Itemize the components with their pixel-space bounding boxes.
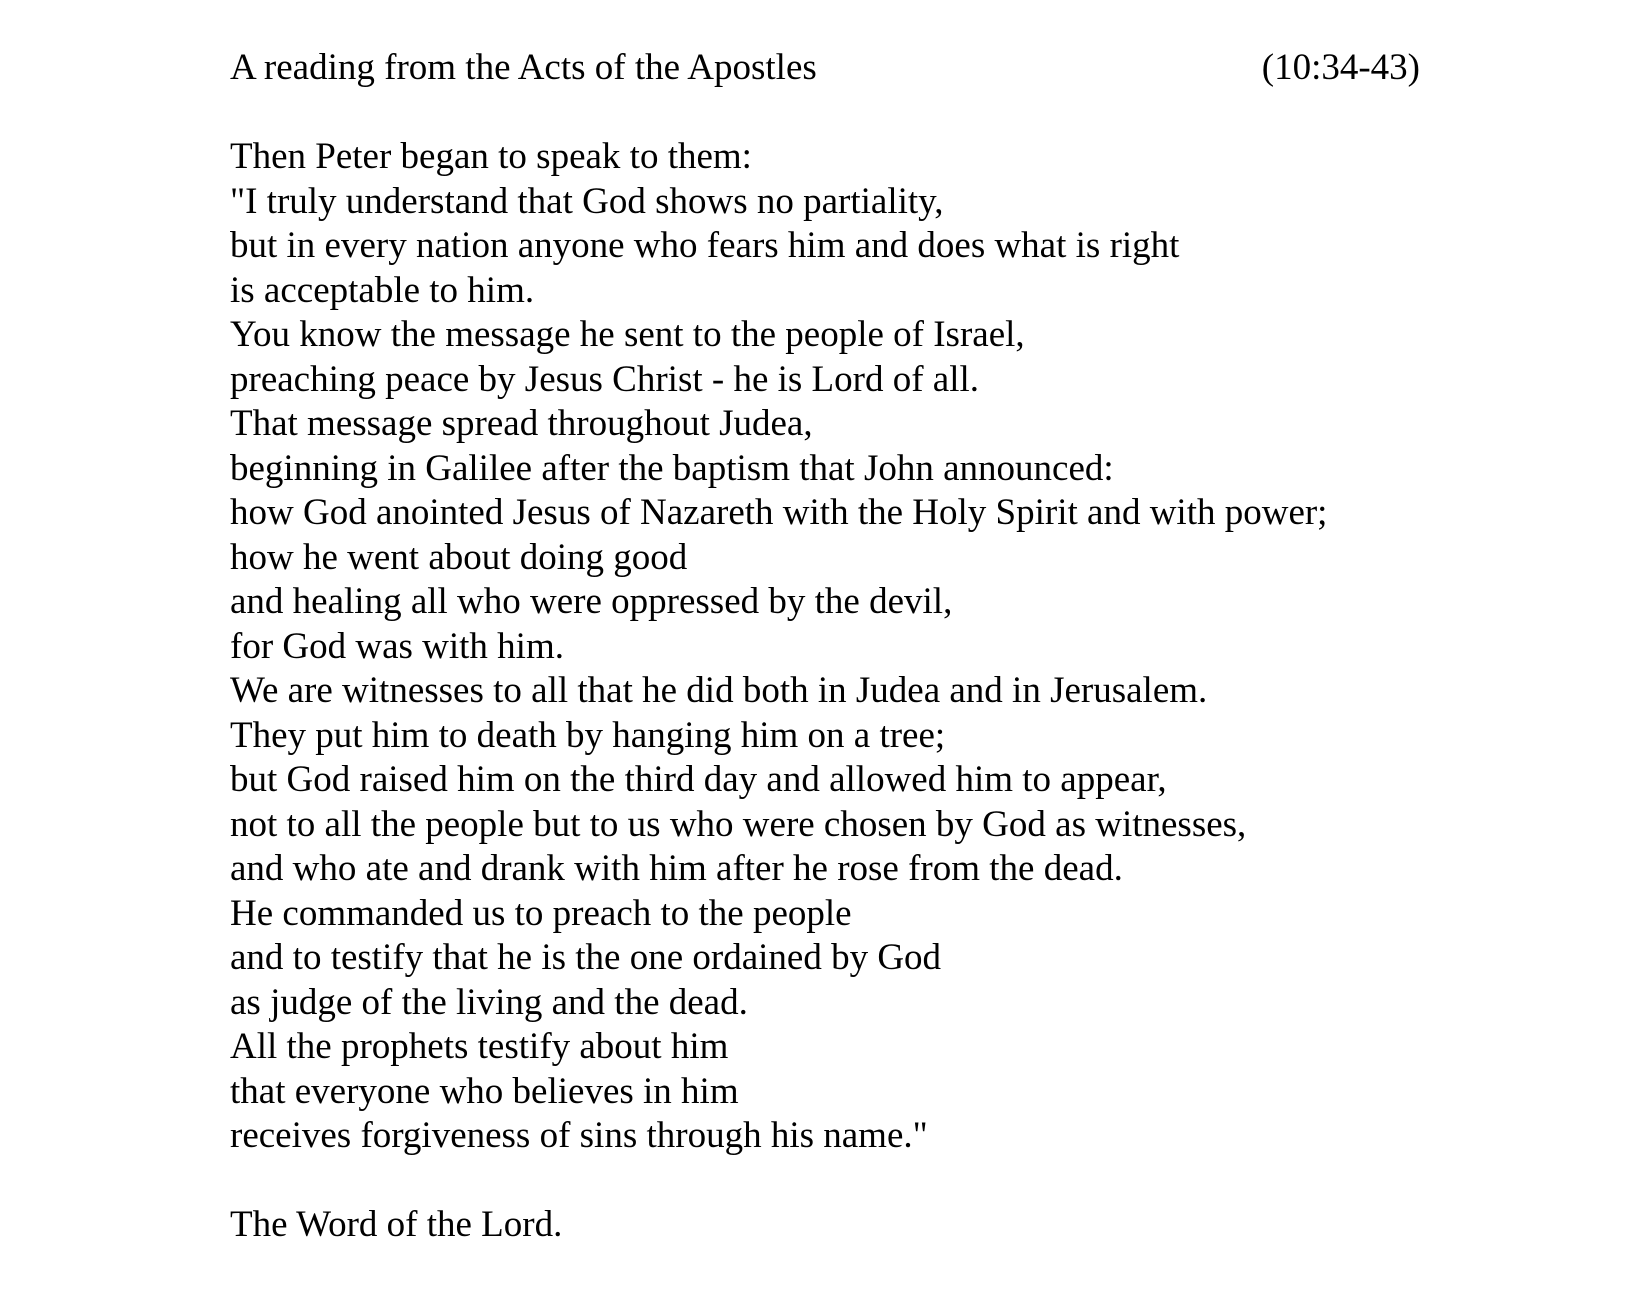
reading-line: He commanded us to preach to the people	[230, 892, 852, 934]
spacer	[230, 1159, 1636, 1204]
spacer	[230, 91, 1636, 136]
reading-line: and to testify that he is the one ordained by God	[230, 937, 942, 978]
scripture-reference: (10:34-43)	[1261, 47, 1420, 88]
reading-line: beginning in Galilee after the baptism that John announced:	[230, 447, 1114, 489]
reading-line: and who ate and drank with him after he rose from the dead.	[230, 848, 1123, 889]
reading-line: preaching peace by Jesus Christ - he is Lord of all.	[230, 358, 980, 400]
reading-line: for God was with him.	[230, 625, 564, 667]
reading-line: All the prophets testify about him	[230, 1026, 729, 1067]
reading-line: and healing all who were oppressed by the devil,	[230, 581, 953, 622]
reading-line: Then Peter began to speak to them:	[230, 136, 752, 177]
reading-line: You know the message he sent to the people of Israel,	[230, 314, 1025, 355]
reading-line: as judge of the living and the dead.	[230, 981, 748, 1023]
reading-line: receives forgiveness of sins through his name."	[230, 1115, 928, 1156]
reading-line: how God anointed Jesus of Nazareth with the Holy Spirit and with power;	[230, 492, 1328, 533]
reading-line: that everyone who believes in him	[230, 1070, 739, 1112]
reading-line: "I truly understand that God shows no partiality,	[230, 180, 944, 222]
reading-line: how he went about doing good	[230, 536, 688, 578]
reading-line: but in every nation anyone who fears him and does what is right	[230, 225, 1180, 266]
reading-line: That message spread throughout Judea,	[230, 403, 813, 444]
reading-line: We are witnesses to all that he did both in Judea and in Jerusalem.	[230, 670, 1208, 711]
reading-line: is acceptable to him.	[230, 269, 535, 311]
reading-line: They put him to death by hanging him on a tree;	[230, 714, 946, 756]
reading-line: but God raised him on the third day and allowed him to appear,	[230, 759, 1167, 800]
reading-header	[230, 46, 1420, 91]
reading-line: not to all the people but to us who were chosen by God as witnesses,	[230, 803, 1247, 845]
reading-body	[230, 135, 1636, 1159]
reading-closing: The Word of the Lord.	[230, 1204, 563, 1245]
reading-title: A reading from the Acts of the Apostles	[230, 47, 817, 88]
